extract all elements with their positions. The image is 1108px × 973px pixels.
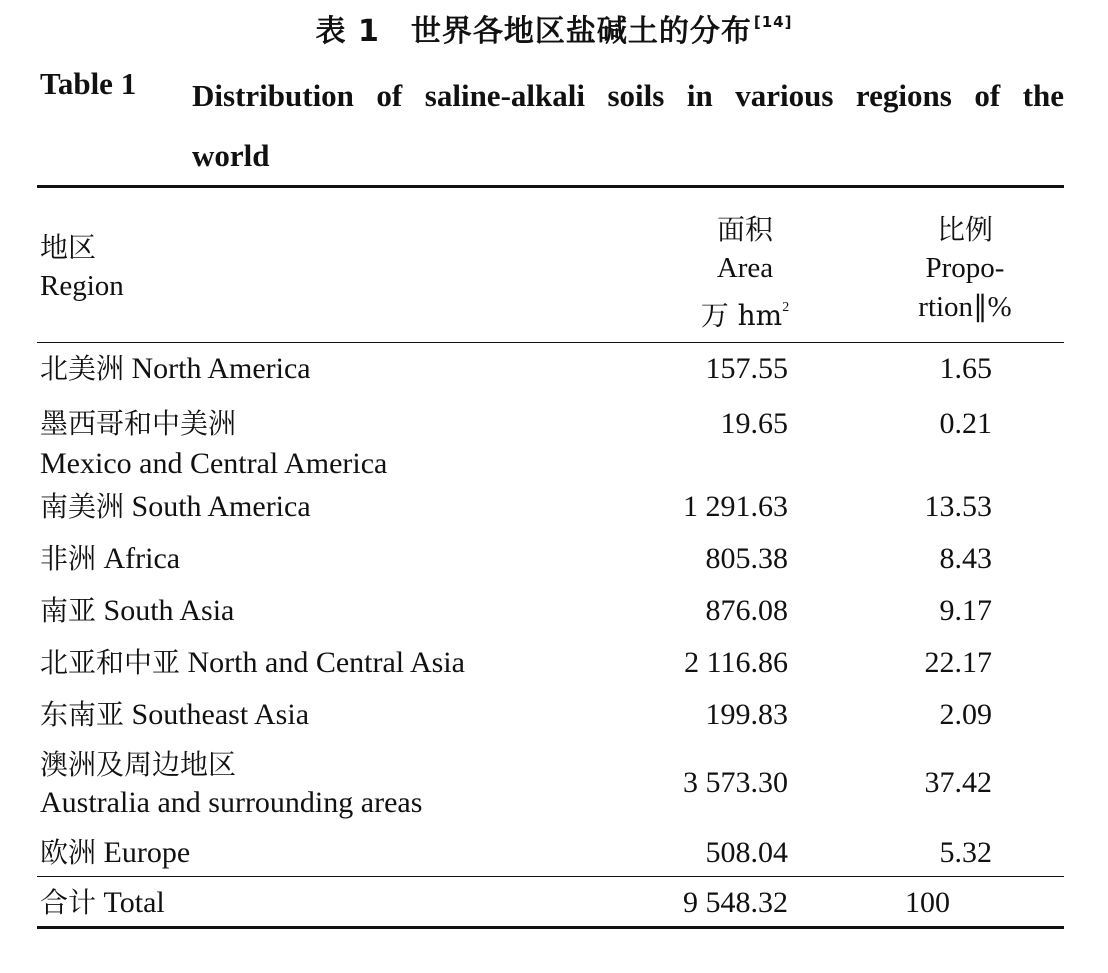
region-cn: 北亚和中亚 [40, 646, 181, 679]
table-title-en: Distribution of saline-alkali soils in various regions of the world [192, 78, 1064, 173]
area-cell: 157.55 [705, 352, 788, 385]
proportion-cell: 13.53 [924, 490, 992, 523]
header-region [40, 228, 124, 306]
region-cn [40, 746, 236, 784]
region-cell [40, 540, 180, 578]
area-cell: 199.83 [705, 698, 788, 731]
proportion-cell: 2.09 [939, 698, 992, 731]
proportion-cell: 8.43 [939, 542, 992, 575]
header-prop-en-2: rtion∥% [918, 291, 1012, 323]
region-en: Southeast Asia [131, 698, 310, 731]
proportion-cell: 0.21 [939, 407, 992, 440]
header-prop-en-1: Propo- [925, 252, 1005, 284]
top-rule [37, 185, 1064, 188]
region-cn: 欧洲 [40, 836, 97, 869]
region-cn-text: 澳洲及周边地区 [40, 748, 237, 781]
area-cell: 2 116.86 [684, 646, 788, 679]
region-cell [40, 644, 465, 682]
region-en: Mexico and Central America [40, 447, 388, 480]
header-area-unit-sup: 2 [782, 300, 790, 315]
header-area [640, 210, 850, 336]
total-rule [37, 876, 1064, 877]
area-cell: 19.65 [720, 407, 788, 440]
region-cn: 南亚 [40, 594, 97, 627]
region-cell [40, 834, 190, 872]
header-area-cn: 面积 [716, 213, 773, 246]
area-cell: 805.38 [705, 542, 788, 575]
region-cn: 北美洲 [40, 352, 125, 385]
bottom-rule [37, 926, 1064, 929]
proportion-cell: 1.65 [939, 352, 992, 385]
total-area: 9 548.32 [683, 886, 788, 919]
proportion-cell: 9.17 [939, 594, 992, 627]
header-area-unit-text: 万 hm [700, 299, 783, 332]
region-cn: 东南亚 [40, 698, 125, 731]
region-en: Europe [103, 836, 191, 869]
header-proportion [860, 210, 1070, 327]
header-area-unit [640, 288, 850, 336]
region-cn: 非洲 [40, 542, 97, 575]
total-label [40, 884, 165, 922]
proportion-cell: 37.42 [924, 766, 992, 799]
table-label-en: Table 1 [40, 66, 137, 101]
table-title-cn-text: 表 1 世界各地区盐碱土的分布 [315, 14, 752, 49]
region-en: South America [131, 490, 311, 523]
region-en: Australia and surrounding areas [40, 786, 423, 819]
area-cell: 876.08 [705, 594, 788, 627]
region-cell [40, 592, 234, 630]
region-cn-text: 墨西哥和中美洲 [40, 407, 237, 440]
total-en: Total [103, 886, 165, 919]
region-en: South Asia [103, 594, 235, 627]
header-prop-cn: 比例 [936, 213, 993, 246]
total-proportion: 100 [905, 886, 950, 919]
area-cell: 508.04 [705, 836, 788, 869]
header-region-en: Region [40, 270, 124, 302]
header-area-en: Area [716, 252, 774, 284]
total-cn: 合计 [40, 886, 97, 919]
region-en: Africa [103, 542, 181, 575]
table-title-cn [0, 6, 1108, 50]
area-cell: 1 291.63 [683, 490, 788, 523]
header-rule [37, 342, 1064, 343]
header-region-cn: 地区 [40, 231, 97, 264]
region-cell [40, 696, 309, 734]
region-en: North America [131, 352, 311, 385]
proportion-cell: 22.17 [924, 646, 992, 679]
region-cell [40, 488, 311, 526]
region-cn: 南美洲 [40, 490, 125, 523]
reference-mark: [14] [753, 13, 793, 31]
proportion-cell: 5.32 [939, 836, 992, 869]
region-cell [40, 350, 311, 388]
area-cell: 3 573.30 [683, 766, 788, 799]
region-cn [40, 405, 236, 443]
region-en: North and Central Asia [187, 646, 465, 679]
